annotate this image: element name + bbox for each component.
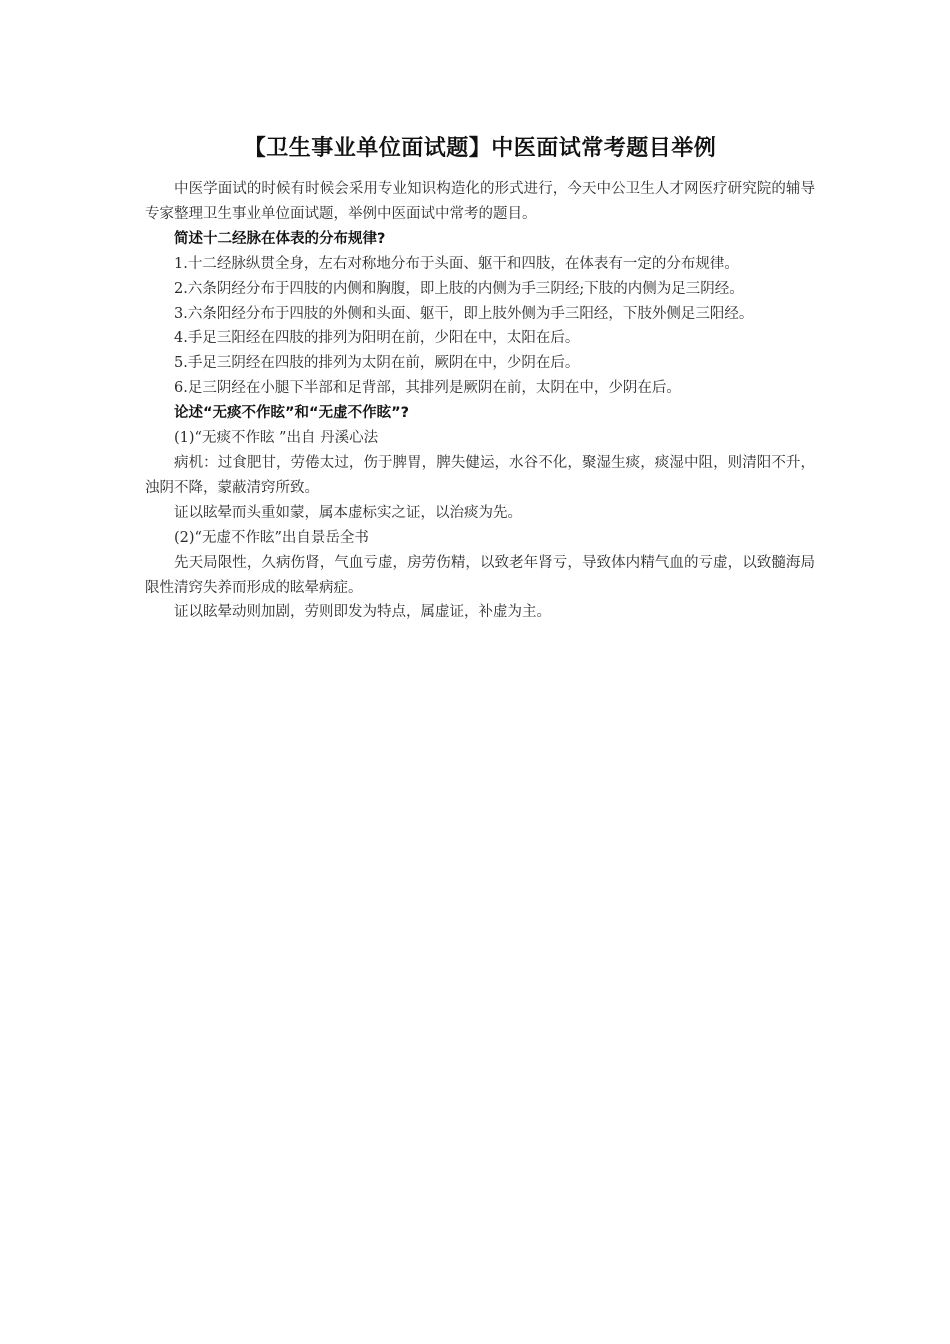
q2-treatment-1: 证以眩晕而头重如蒙，属本虚标实之证，以治痰为先。 bbox=[174, 504, 522, 521]
question-1-heading: 简述十二经脉在体表的分布规律? bbox=[174, 230, 386, 247]
intro-paragraph: 中医学面试的时候有时候会采用专业知识构造化的形式进行，今天中公卫生人才网医疗研究院的辅导专家整理卫生事业单位面试题，举例中医面试中常考的题目。 bbox=[145, 181, 815, 222]
q2-subheading-1: (1)“无痰不作眩 ”出自 丹溪心法 bbox=[174, 430, 379, 447]
q1-item-3: 3.六条阳经分布于四肢的外侧和头面、躯干，即上肢外侧为手三阳经，下肢外侧足三阳经。 bbox=[174, 305, 754, 322]
q1-item-4: 4.手足三阳经在四肢的排列为阳明在前，少阳在中，太阳在后。 bbox=[174, 330, 580, 347]
q2-subheading-2: (2)“无虚不作眩”出自景岳全书 bbox=[174, 529, 369, 546]
question-2-heading: 论述“无痰不作眩”和“无虚不作眩”? bbox=[174, 405, 410, 422]
document-title: 【卫生事业单位面试题】中医面试常考题目举例 bbox=[243, 136, 717, 161]
q2-pathogenesis: 病机：过食肥甘，劳倦太过，伤于脾胃，脾失健运，水谷不化，聚湿生痰，痰湿中阻，则清阳不升，浊阴不降，蒙蔽清窍所致。 bbox=[145, 454, 815, 496]
q1-item-2: 2.六条阴经分布于四肢的内侧和胸腹，即上肢的内侧为手三阴经;下肢的内侧为足三阴经。 bbox=[174, 280, 744, 297]
document-page bbox=[145, 132, 815, 625]
q1-item-5: 5.手足三阴经在四肢的排列为太阴在前，厥阴在中，少阴在后。 bbox=[174, 355, 580, 372]
q2-treatment-2: 证以眩晕动则加剧，劳则即发为特点，属虚证，补虚为主。 bbox=[174, 604, 551, 621]
q1-item-6: 6.足三阴经在小腿下半部和足背部，其排列是厥阴在前，太阴在中，少阴在后。 bbox=[174, 380, 681, 397]
q1-item-1: 1.十二经脉纵贯全身，左右对称地分布于头面、躯干和四肢，在体表有一定的分布规律。 bbox=[174, 255, 739, 272]
q2-cause: 先天局限性，久病伤肾，气血亏虚，房劳伤精，以致老年肾亏，导致体内精气血的亏虚，以致髓海局限性清窍失养而形成的眩晕病症。 bbox=[145, 554, 815, 596]
